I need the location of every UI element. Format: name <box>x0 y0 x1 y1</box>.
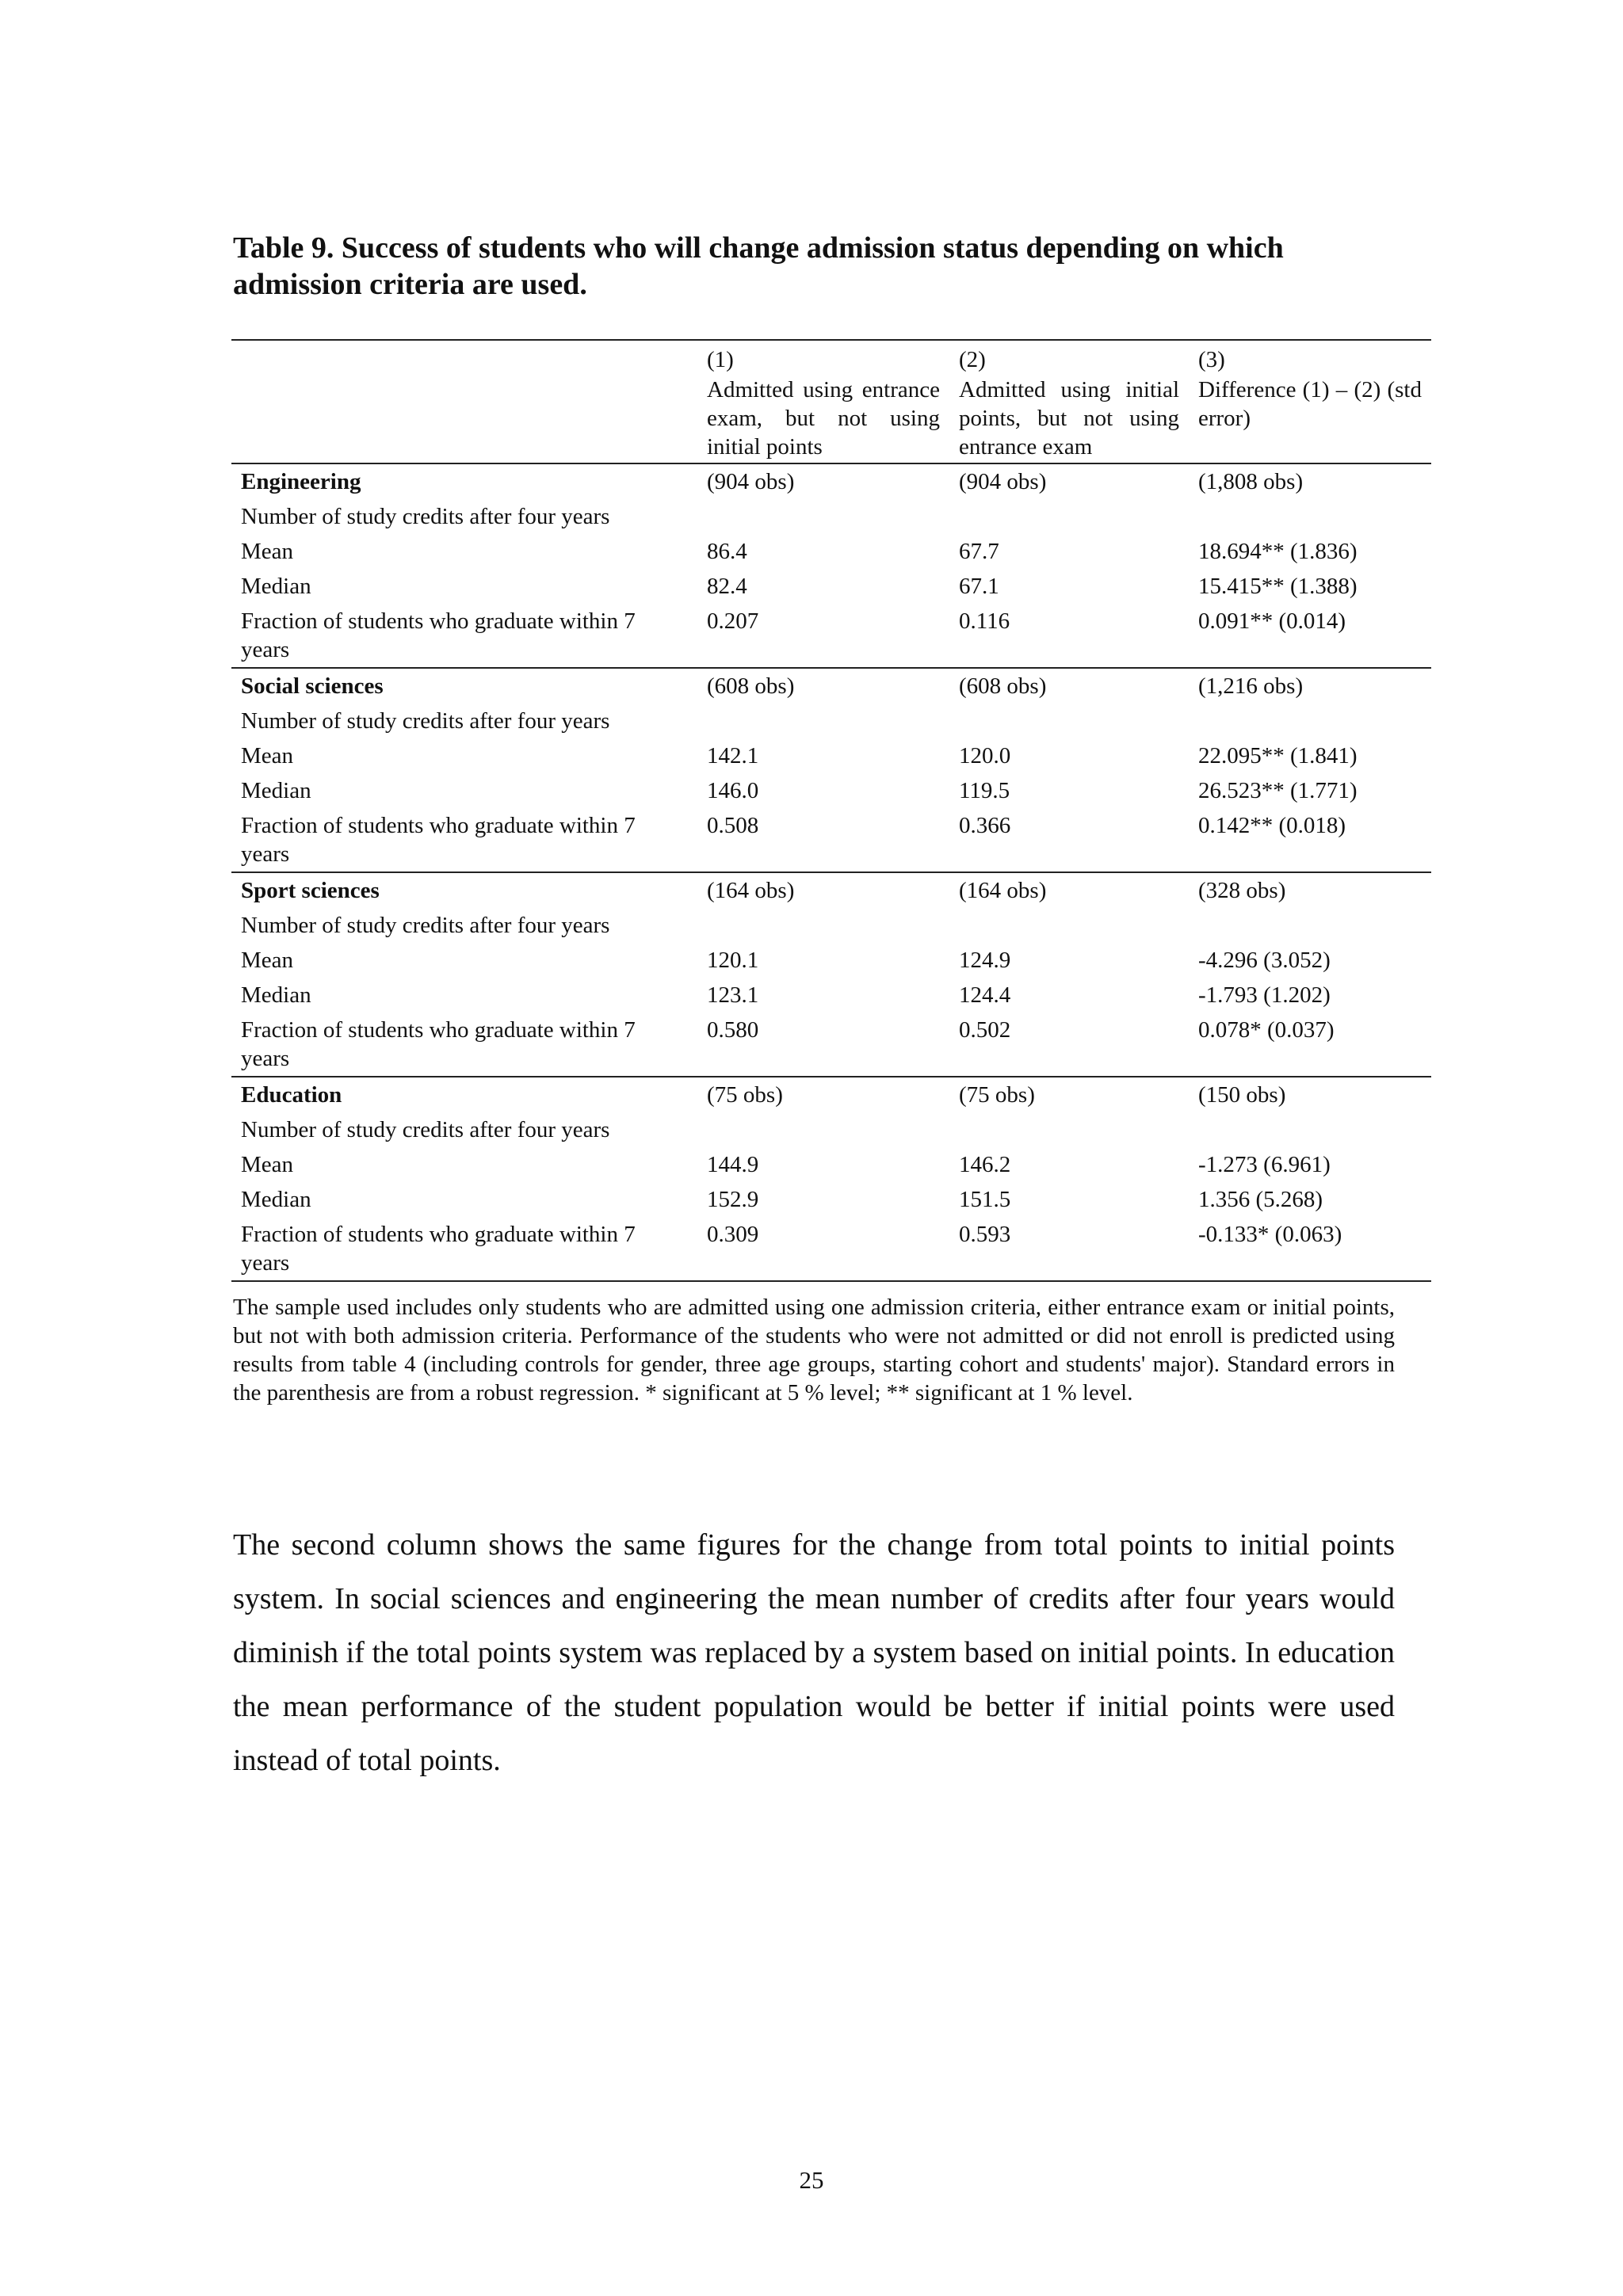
row-value: -0.133* (0.063) <box>1189 1217 1431 1281</box>
table-caption: Table 9. Success of students who will change admission status depending on which admission criteria are used. <box>233 231 1284 301</box>
row-label: Fraction of students who graduate within 7 years <box>241 813 636 867</box>
row-value: 86.4 <box>707 539 747 564</box>
row-value: 67.7 <box>959 539 999 564</box>
row-value: 82.4 <box>707 574 747 599</box>
empty-cell <box>1189 908 1431 943</box>
row-label: Mean <box>241 1152 294 1177</box>
obs-count: (150 obs) <box>1189 1077 1431 1112</box>
table-notes: The sample used includes only students who are admitted using one admission criteria, either entrance exam or initial points, but not with both admission criteria. Performance of the students who were not admitted or did not enroll is predicted using results from table 4 (including controls for gender, three age groups, starting cohort and students' major). Standard errors in the parenthesis are from a robust regression. * significant at 5 % level; ** significant at 1 % level. <box>233 1295 1395 1405</box>
row-value: 0.580 <box>707 1017 759 1043</box>
row-label: Median <box>241 1187 311 1212</box>
empty-cell <box>949 1112 1189 1147</box>
row-value: 119.5 <box>959 778 1010 803</box>
row-value: 152.9 <box>707 1187 759 1212</box>
row-value: -1.273 (6.961) <box>1198 1152 1331 1177</box>
column-description: Admitted using entrance exam, but not using initial points <box>697 374 949 463</box>
subheading-row <box>231 499 1431 534</box>
column-description: Difference (1) – (2) (std error) <box>1189 374 1431 463</box>
row-value: 15.415** (1.388) <box>1198 574 1358 599</box>
table-row <box>231 1182 1431 1217</box>
obs-count: (608 obs) <box>949 668 1189 704</box>
row-value: 26.523** (1.771) <box>1198 778 1358 803</box>
row-value: 123.1 <box>707 982 759 1008</box>
obs-count: (164 obs) <box>697 872 949 908</box>
obs-count: (75 obs) <box>697 1077 949 1112</box>
section-name: Engineering <box>241 469 361 494</box>
row-value: -4.296 (3.052) <box>1198 948 1331 973</box>
section-header-row <box>231 668 1431 704</box>
subheading-label: Number of study credits after four years <box>241 913 610 938</box>
row-value: 22.095** (1.841) <box>1198 743 1358 769</box>
column-number: (2) <box>949 340 1189 374</box>
obs-count: (608 obs) <box>697 668 949 704</box>
table-row <box>231 738 1431 773</box>
table-row <box>231 1147 1431 1182</box>
row-value: 0.309 <box>697 1217 949 1281</box>
row-label: Fraction of students who graduate within 7 years <box>231 1217 697 1281</box>
row-label: Median <box>241 982 311 1008</box>
row-value: 67.1 <box>959 574 999 599</box>
obs-count: (904 obs) <box>959 469 1047 494</box>
row-value: 120.1 <box>707 948 759 973</box>
column-description: Admitted using initial points, but not using entrance exam <box>949 374 1189 463</box>
empty-cell <box>949 908 1189 943</box>
subheading-row <box>231 908 1431 943</box>
row-label: Mean <box>241 743 294 769</box>
row-label: Mean <box>241 948 294 973</box>
empty-cell <box>697 499 949 534</box>
body-paragraph: The second column shows the same figures for the change from total points to initial points system. In social sciences and engineering the mean number of credits after four years would diminish if the total points system was replaced by a system based on initial points. In education the mean performance of the student population would be better if initial points were used instead of total points. <box>233 1528 1395 1777</box>
row-value: 0.116 <box>959 608 1010 634</box>
table-row <box>231 943 1431 978</box>
results-table <box>231 339 1431 1282</box>
section-header-row <box>231 872 1431 908</box>
row-value: 0.593 <box>949 1217 1189 1281</box>
subheading-row <box>231 704 1431 738</box>
table-row <box>231 808 1431 872</box>
page-number: 25 <box>799 2166 824 2194</box>
empty-cell <box>697 908 949 943</box>
table-body <box>231 463 1431 1281</box>
row-value: 18.694** (1.836) <box>1198 539 1358 564</box>
row-value: 146.0 <box>707 778 759 803</box>
obs-count: (904 obs) <box>707 469 795 494</box>
row-value: 124.9 <box>959 948 1011 973</box>
section-name: Education <box>231 1077 697 1112</box>
table-row <box>231 978 1431 1013</box>
empty-cell <box>697 1112 949 1147</box>
row-value: 124.4 <box>959 982 1011 1008</box>
section-name: Sport sciences <box>231 872 697 908</box>
row-label: Mean <box>241 539 294 564</box>
table-row <box>231 773 1431 808</box>
section-header-row <box>231 463 1431 499</box>
subheading-label: Number of study credits after four years <box>241 1117 610 1142</box>
row-label: Fraction of students who graduate within 7 years <box>241 608 636 662</box>
subheading-label: Number of study credits after four years <box>241 504 610 529</box>
empty-cell <box>697 704 949 738</box>
empty-cell <box>949 499 1189 534</box>
row-value: 0.091** (0.014) <box>1198 608 1346 634</box>
row-value: 0.508 <box>707 813 759 838</box>
row-value: 0.366 <box>959 813 1011 838</box>
section-name: Social sciences <box>231 668 697 704</box>
subheading-row <box>231 1112 1431 1147</box>
table-row <box>231 604 1431 668</box>
obs-count: (328 obs) <box>1189 872 1431 908</box>
row-value: 151.5 <box>959 1187 1011 1212</box>
row-label: Median <box>241 574 311 599</box>
row-value: 0.207 <box>707 608 759 634</box>
row-value: 144.9 <box>707 1152 759 1177</box>
table-header <box>231 340 1431 463</box>
row-value: 1.356 (5.268) <box>1198 1187 1323 1212</box>
column-number: (3) <box>1189 340 1431 374</box>
obs-count: (1,808 obs) <box>1198 469 1304 494</box>
column-number: (1) <box>697 340 949 374</box>
subheading-label: Number of study credits after four years <box>241 708 610 734</box>
table-row <box>231 534 1431 569</box>
empty-cell <box>1189 499 1431 534</box>
table-row <box>231 1217 1431 1281</box>
row-label: Fraction of students who graduate within 7 years <box>241 1017 636 1071</box>
row-value: -1.793 (1.202) <box>1198 982 1331 1008</box>
table-row <box>231 1013 1431 1077</box>
row-value: 146.2 <box>959 1152 1011 1177</box>
row-label: Median <box>241 778 311 803</box>
empty-cell <box>1189 704 1431 738</box>
table-row <box>231 569 1431 604</box>
empty-cell <box>949 704 1189 738</box>
section-header-row <box>231 1077 1431 1112</box>
empty-cell <box>1189 1112 1431 1147</box>
row-value: 0.502 <box>959 1017 1011 1043</box>
row-value: 0.078* (0.037) <box>1198 1017 1335 1043</box>
obs-count: (75 obs) <box>949 1077 1189 1112</box>
obs-count: (1,216 obs) <box>1189 668 1431 704</box>
row-value: 0.142** (0.018) <box>1198 813 1346 838</box>
row-value: 120.0 <box>959 743 1011 769</box>
obs-count: (164 obs) <box>949 872 1189 908</box>
header-empty-cell <box>231 374 697 463</box>
row-value: 142.1 <box>707 743 759 769</box>
header-empty-cell <box>231 340 697 374</box>
